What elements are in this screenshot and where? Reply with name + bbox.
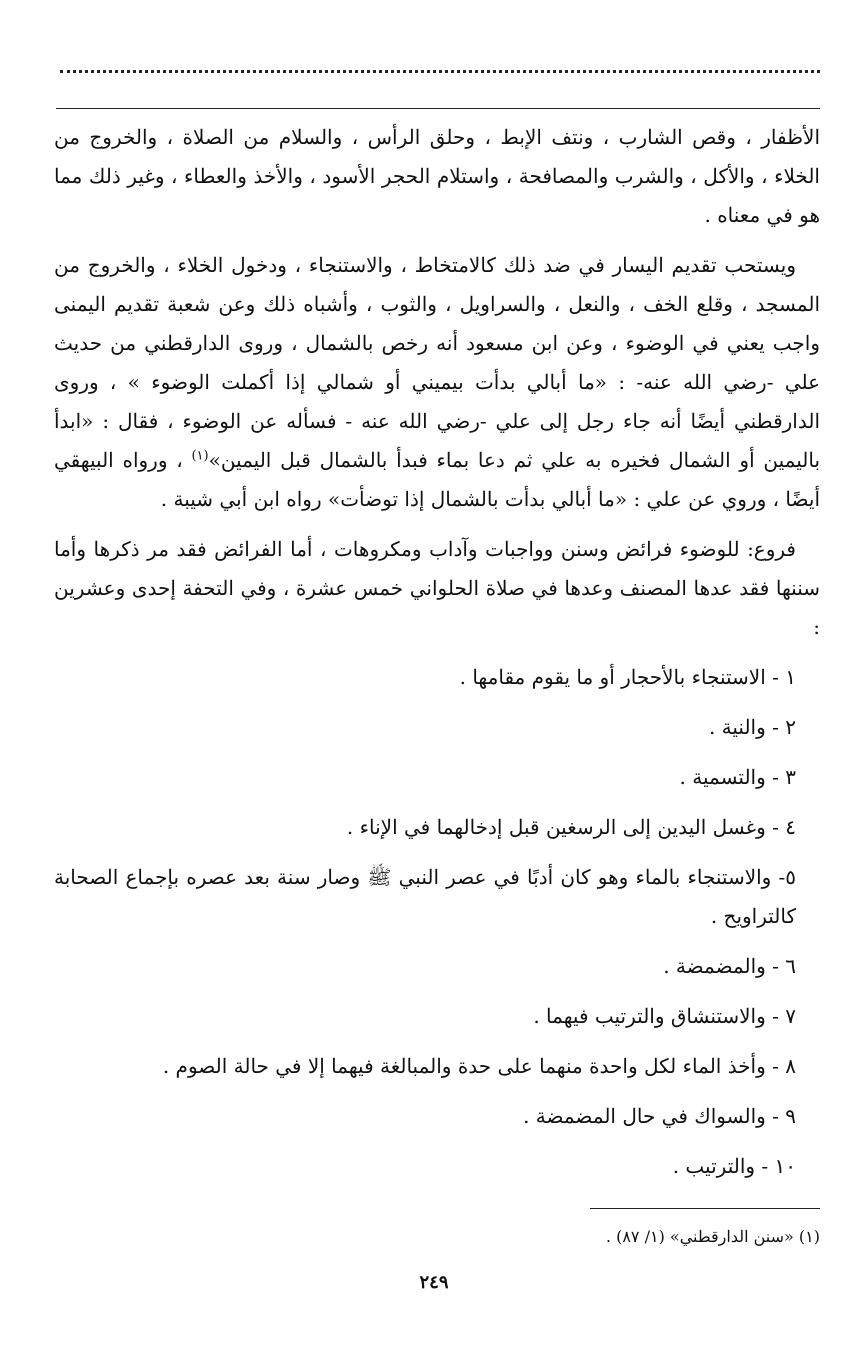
paragraph-2-tail: ، ورواه البيهقي أيضًا ، وروي عن علي : «ما أبالي بدأت بالشمال إذا توضأت» رواه ابن أبي شيبة .	[54, 448, 820, 511]
list-item: ٩ - والسواك في حال المضمضة .	[523, 1104, 796, 1128]
list-item: ٦ - والمضمضة .	[663, 954, 796, 978]
paragraph-3: فروع: للوضوء فرائض وسنن وواجبات وآداب ومكروهات ، أما الفرائض فقد مر ذكرها وأما سننها فقد عدها المصنف وعدها في صلاة الحلواني خمس عشرة ، وفي التحفة إحدى وعشرين :	[54, 537, 820, 639]
list-item: ١٠ - والترتيب .	[672, 1154, 796, 1178]
page-number: ٢٤٩	[419, 1272, 449, 1293]
list-item: ٥- والاستنجاء بالماء وهو كان أدبًا في عصر النبي ﷺ وصار سنة بعد عصره بإجماع الصحابة كالتراويح .	[54, 865, 796, 928]
header-rule	[56, 108, 820, 109]
footnote-separator	[590, 1208, 820, 1209]
list-item: ٢ - والنية .	[708, 715, 796, 739]
sunan-list	[54, 658, 820, 1186]
paragraph-2	[54, 246, 820, 519]
header-dotted-line	[60, 56, 820, 73]
main-text	[54, 118, 820, 1197]
footnote-reference[interactable]: (١)	[191, 448, 209, 464]
list-item: ٣ - والتسمية .	[679, 765, 796, 789]
paragraph-2-body: ويستحب تقديم اليسار في ضد ذلك كالامتخاط ، والاستنجاء ، ودخول الخلاء ، والخروج من المسجد ، وقلع الخف ، والنعل ، والسراويل ، والثوب ، وأشباه ذلك وعن شعبة تقديم اليمنى واجب يعني في الوضوء ، وعن ابن مسعود أنه رخص بالشمال ، وروى الدارقطني من حديث علي -رضي الله عنه- : «ما أبالي بدأت بيميني أو شمالي إذا أكملت الوضوء » ، وروى الدارقطني أيضًا أنه جاء رجل إلى علي -رضي الله عنه - فسأله عن الوضوء ، فقال : «ابدأ باليمين أو الشمال فخيره به علي ثم دعا بماء فبدأ بالشمال قبل اليمين»	[54, 253, 821, 472]
footnote: (١) «سنن الدارقطني» (١/ ٨٧) .	[605, 1227, 820, 1246]
list-item: ٨ - وأخذ الماء لكل واحدة منهما على حدة والمبالغة فيهما إلا في حالة الصوم .	[162, 1054, 796, 1078]
list-item: ١ - الاستنجاء بالأحجار أو ما يقوم مقامها .	[459, 665, 796, 689]
paragraph-1: الأظفار ، وقص الشارب ، ونتف الإبط ، وحلق الرأس ، والسلام من الصلاة ، والخروج من الخلاء ، والأكل ، والشرب والمصافحة ، واستلام الحجر الأسود ، والأخذ والعطاء ، وغير ذلك مما هو في معناه .	[54, 125, 820, 227]
list-item: ٧ - والاستنشاق والترتيب فيهما .	[533, 1004, 796, 1028]
list-item: ٤ - وغسل اليدين إلى الرسغين قبل إدخالهما في الإناء .	[346, 815, 796, 839]
